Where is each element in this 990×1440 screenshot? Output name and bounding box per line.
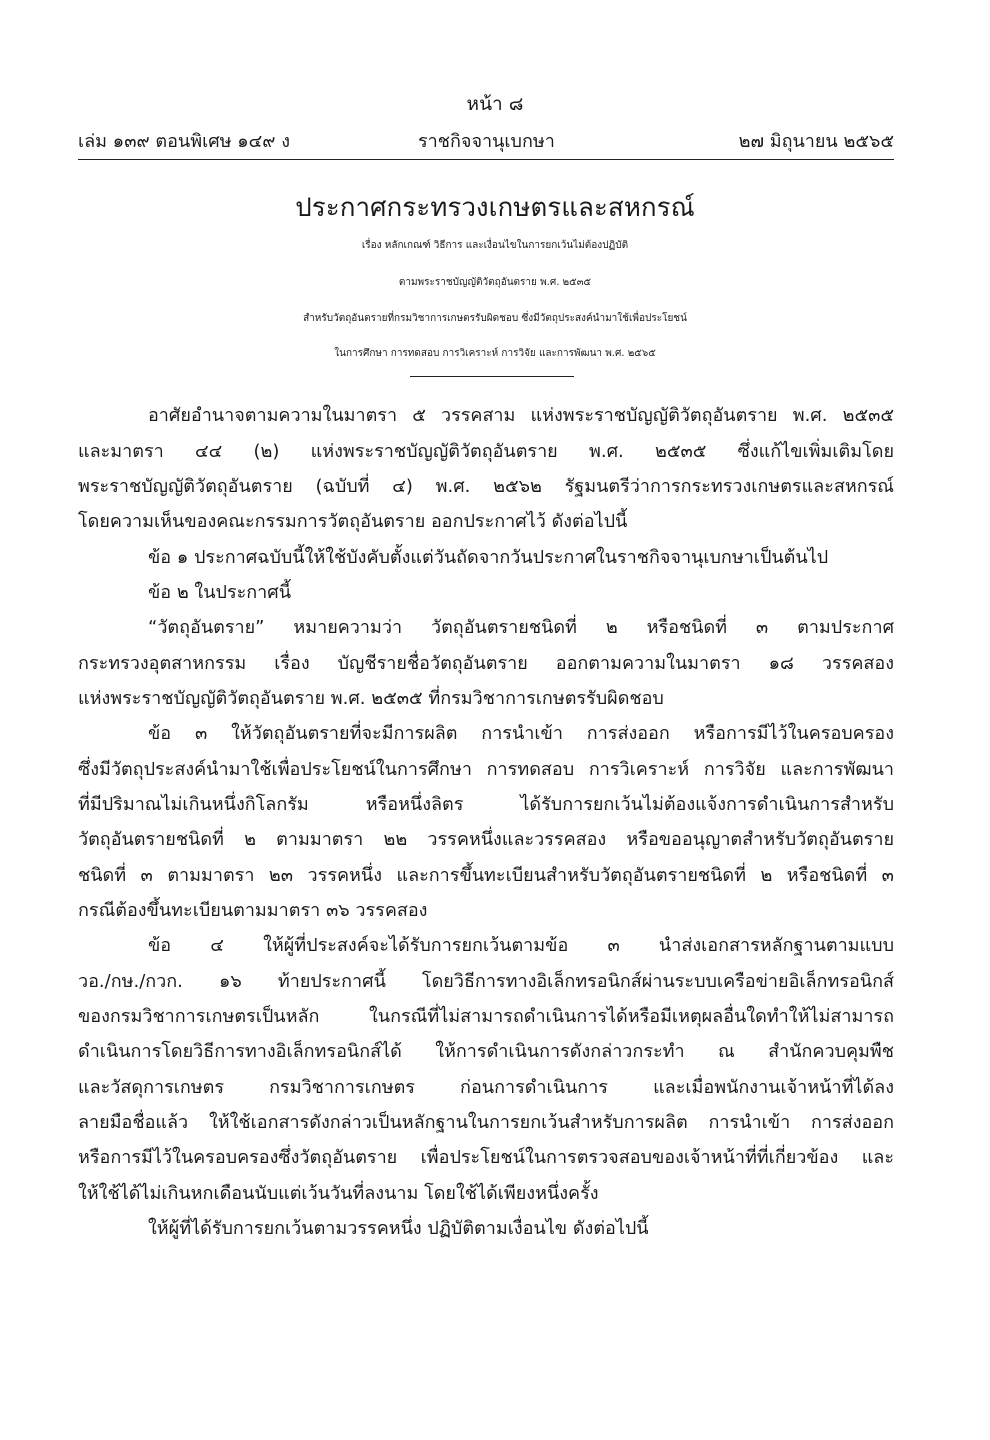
gazette-name: ราชกิจจานุเบกษา [418, 131, 555, 152]
subject-line: เรื่อง หลักเกณฑ์ วิธีการ และเงื่อนไขในการยกเว้นไม่ต้องปฏิบัติ [361, 240, 629, 251]
conditions-intro: ให้ผู้ที่ได้รับการยกเว้นตามวรรคหนึ่ง ปฏิบัติตามเงื่อนไข ดังต่อไปนี้ [148, 1218, 649, 1239]
clause-1: ข้อ ๑ ประกาศฉบับนี้ให้ใช้บังคับตั้งแต่วันถัดจากวันประกาศในราชกิจจานุเบกษาเป็นต้นไป [148, 547, 829, 568]
announcement-title: ประกาศกระทรวงเกษตรและสหกรณ์ [295, 193, 695, 223]
body-text-line: ให้ใช้ได้ไม่เกินหกเดือนนับแต่เว้นวันที่ลงนาม โดยใช้ได้เพียงหนึ่งครั้ง [78, 1183, 599, 1204]
body-text-line: และมาตรา ๔๔ (๒) แห่งพระราชบัญญัติวัตถุอันตราย พ.ศ. ๒๕๓๕ ซึ่งแก้ไขเพิ่มเติมโดย [78, 441, 894, 462]
subject-line: สำหรับวัตถุอันตรายที่กรมวิชาการเกษตรรับผิดชอบ ซึ่งมีวัตถุประสงค์นำมาใช้เพื่อประโยชน์ [303, 313, 687, 324]
body-text-line: ลายมือชื่อแล้ว ให้ใช้เอกสารดังกล่าวเป็นหลักฐานในการยกเว้นสำหรับการผลิต การนำเข้า การส่งออก [78, 1112, 894, 1133]
body-text-line: ซึ่งมีวัตถุประสงค์นำมาใช้เพื่อประโยชน์ในการศึกษา การทดสอบ การวิเคราะห์ การวิจัย และการพัฒนา [78, 759, 894, 780]
body-text-line: ที่มีปริมาณไม่เกินหนึ่งกิโลกรัม หรือหนึ่งลิตร ได้รับการยกเว้นไม่ต้องแจ้งการดำเนินการสำหรับ [78, 794, 894, 815]
definition-text-line: แห่งพระราชบัญญัติวัตถุอันตราย พ.ศ. ๒๕๓๕ ที่กรมวิชาการเกษตรรับผิดชอบ [78, 688, 664, 709]
body-text-line: วอ./กษ./กวก. ๑๖ ท้ายประกาศนี้ โดยวิธีการทางอิเล็กทรอนิกส์ผ่านระบบเครือข่ายอิเล็กทรอนิกส์ [78, 971, 894, 992]
clause-3: ข้อ ๓ ให้วัตถุอันตรายที่จะมีการผลิต การนำเข้า การส่งออก หรือการมีไว้ในครอบครอง [148, 723, 894, 744]
body-text-line: โดยความเห็นของคณะกรรมการวัตถุอันตราย ออกประกาศไว้ ดังต่อไปนี้ [78, 511, 628, 532]
definition-text-line: “วัตถุอันตราย” หมายความว่า วัตถุอันตรายชนิดที่ ๒ หรือชนิดที่ ๓ ตามประกาศ [148, 617, 894, 638]
publication-date: ๒๗ มิถุนายน ๒๕๖๕ [738, 131, 894, 152]
subject-line: ตามพระราชบัญญัติวัตถุอันตราย พ.ศ. ๒๕๓๕ [398, 277, 592, 288]
gazette-header [78, 128, 894, 156]
body-text-line: กรณีต้องขึ้นทะเบียนตามมาตรา ๓๖ วรรคสอง [78, 900, 428, 921]
title-divider [410, 376, 574, 377]
body-text-line: ชนิดที่ ๓ ตามมาตรา ๒๓ วรรคหนึ่ง และการขึ้นทะเบียนสำหรับวัตถุอันตรายชนิดที่ ๒ หรือชนิดที่ ๓ [78, 865, 894, 886]
page-number: หน้า ๘ [466, 93, 524, 115]
header-divider [78, 159, 894, 160]
body-text-line: พระราชบัญญัติวัตถุอันตราย (ฉบับที่ ๔) พ.ศ. ๒๕๖๒ รัฐมนตรีว่าการกระทรวงเกษตรและสหกรณ์ [78, 476, 894, 497]
body-text-line: และวัสดุการเกษตร กรมวิชาการเกษตร ก่อนการดำเนินการ และเมื่อพนักงานเจ้าหน้าที่ได้ลง [78, 1077, 894, 1098]
body-text-line: ของกรมวิชาการเกษตรเป็นหลัก ในกรณีที่ไม่สามารถดำเนินการได้หรือมีเหตุผลอื่นใดทำให้ไม่สามารถ [78, 1006, 894, 1027]
body-text-line: วัตถุอันตรายชนิดที่ ๒ ตามมาตรา ๒๒ วรรคหนึ่งและวรรคสอง หรือขออนุญาตสำหรับวัตถุอันตราย [78, 829, 894, 850]
clause-4: ข้อ ๔ ให้ผู้ที่ประสงค์จะได้รับการยกเว้นตามข้อ ๓ นำส่งเอกสารหลักฐานตามแบบ [148, 935, 894, 956]
clause-2: ข้อ ๒ ในประกาศนี้ [148, 582, 292, 603]
body-text-line: หรือการมีไว้ในครอบครองซึ่งวัตถุอันตราย เพื่อประโยชน์ในการตรวจสอบของเจ้าหน้าที่ที่เกี่ยวข้อง และ [78, 1147, 894, 1168]
definition-text-line: กระทรวงอุตสาหกรรม เรื่อง บัญชีรายชื่อวัตถุอันตราย ออกตามความในมาตรา ๑๘ วรรคสอง [78, 653, 894, 674]
volume-issue: เล่ม ๑๓๙ ตอนพิเศษ ๑๔๙ ง [78, 131, 290, 152]
body-text-line: อาศัยอำนาจตามความในมาตรา ๕ วรรคสาม แห่งพระราชบัญญัติวัตถุอันตราย พ.ศ. ๒๕๓๕ [148, 405, 894, 426]
subject-line: ในการศึกษา การทดสอบ การวิเคราะห์ การวิจัย และการพัฒนา พ.ศ. ๒๕๖๕ [334, 348, 656, 359]
body-text-line: ดำเนินการโดยวิธีการทางอิเล็กทรอนิกส์ได้ ให้การดำเนินการดังกล่าวกระทำ ณ สำนักควบคุมพืช [78, 1041, 894, 1062]
